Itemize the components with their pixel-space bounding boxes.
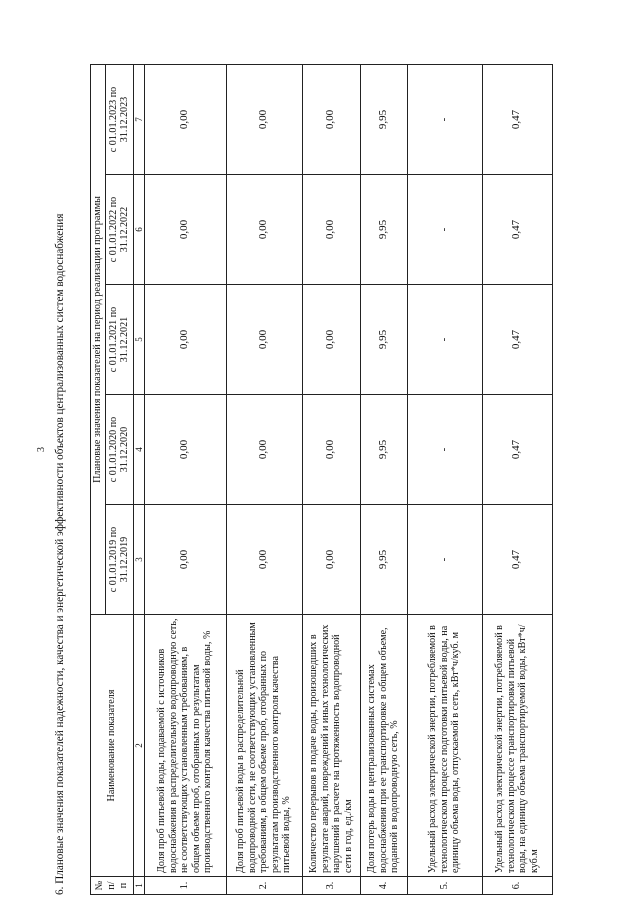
header-period: с 01.01.2022 по 31.12.2022 xyxy=(105,175,133,285)
value-cell: 0,00 xyxy=(144,395,226,505)
indicator-name: Удельный расход электрической энергии, потребляемой в технологическом процессе подготовки питьевой воды, на единицу объема воды, отпускаемой в сеть, кВт*ч/куб. м xyxy=(407,615,482,877)
row-number: 5. xyxy=(407,877,482,895)
table-row xyxy=(407,65,482,895)
column-number: 5 xyxy=(133,285,144,395)
indicators-table xyxy=(90,64,553,895)
value-cell: 0,00 xyxy=(226,175,302,285)
value-cell: - xyxy=(407,285,482,395)
section-heading: 6. Плановые значения показателей надежности, качества и энергетической эффективности объектов централизованных систем водоснабжения xyxy=(54,213,66,895)
header-period: с 01.01.2021 по 31.12.2021 xyxy=(105,285,133,395)
value-cell: 0,47 xyxy=(482,285,552,395)
indicator-name: Удельный расход электрической энергии, потребляемой в технологическом процессе транспортировки питьевой воды, на единицу объема транспортируемой воды, кВт*ч/куб.м xyxy=(482,615,552,877)
header-period: с 01.01.2019 по 31.12.2019 xyxy=(105,505,133,615)
value-cell: 0,00 xyxy=(302,65,360,175)
value-cell: 0,47 xyxy=(482,505,552,615)
column-number: 6 xyxy=(133,175,144,285)
table-row xyxy=(226,65,302,895)
indicator-name: Доля потерь воды в централизованных системах водоснабжения при ее транспортировке в общем объеме, поданной в водопроводную сеть, % xyxy=(360,615,407,877)
column-number: 2 xyxy=(133,615,144,877)
value-cell: 9,95 xyxy=(360,285,407,395)
value-cell: 9,95 xyxy=(360,65,407,175)
header-period: с 01.01.2020 по 31.12.2020 xyxy=(105,395,133,505)
value-cell: - xyxy=(407,395,482,505)
row-number: 2. xyxy=(226,877,302,895)
value-cell: 0,00 xyxy=(226,395,302,505)
value-cell: 0,00 xyxy=(144,285,226,395)
value-cell: 0,00 xyxy=(144,505,226,615)
value-cell: 0,47 xyxy=(482,65,552,175)
value-cell: 0,00 xyxy=(302,505,360,615)
table-row xyxy=(482,65,552,895)
value-cell: 9,95 xyxy=(360,505,407,615)
column-number: 4 xyxy=(133,395,144,505)
page-number: 3 xyxy=(36,447,47,452)
rotated-page-content xyxy=(42,60,607,895)
row-number: 1. xyxy=(144,877,226,895)
value-cell: - xyxy=(407,65,482,175)
value-cell: 9,95 xyxy=(360,175,407,285)
indicator-name: Доля проб питьевой воды в распределительной водопроводной сети, не соответствующих установленным требованиям, в общем объеме проб, отобранных по результатам производственного контроля качества питьевой воды, % xyxy=(226,615,302,877)
value-cell: - xyxy=(407,505,482,615)
value-cell: 0,00 xyxy=(144,65,226,175)
value-cell: 0,47 xyxy=(482,175,552,285)
row-number: 6. xyxy=(482,877,552,895)
value-cell: 0,00 xyxy=(302,285,360,395)
table-row xyxy=(302,65,360,895)
value-cell: 0,00 xyxy=(226,65,302,175)
indicator-name: Количество перерывов в подаче воды, произошедших в результате аварий, повреждений и иных технологических нарушений в расчете на протяженность водопроводной сети в год, ед./км xyxy=(302,615,360,877)
row-number: 3. xyxy=(302,877,360,895)
value-cell: 0,47 xyxy=(482,395,552,505)
value-cell: 0,00 xyxy=(226,505,302,615)
column-number: 3 xyxy=(133,505,144,615)
header-period: с 01.01.2023 по 31.12.2023 xyxy=(105,65,133,175)
column-number: 1 xyxy=(133,877,144,895)
row-number: 4. xyxy=(360,877,407,895)
column-number: 7 xyxy=(133,65,144,175)
header-planned-values: Плановые значения показателей на период реализации программы xyxy=(91,65,106,615)
value-cell: 0,00 xyxy=(144,175,226,285)
value-cell: 9,95 xyxy=(360,395,407,505)
header-number: № п/п xyxy=(91,877,134,895)
table-row xyxy=(360,65,407,895)
value-cell: 0,00 xyxy=(226,285,302,395)
table-row xyxy=(144,65,226,895)
header-indicator-name: Наименование показателя xyxy=(91,615,134,877)
value-cell: 0,00 xyxy=(302,175,360,285)
value-cell: - xyxy=(407,175,482,285)
value-cell: 0,00 xyxy=(302,395,360,505)
indicator-name: Доля проб питьевой воды, подаваемой с источников водоснабжения в распределительную водопроводную сеть, не соответствующих установленным требованиям, в общем объеме проб, отобранных по результатам производственного контроля качества питьевой воды, % xyxy=(144,615,226,877)
